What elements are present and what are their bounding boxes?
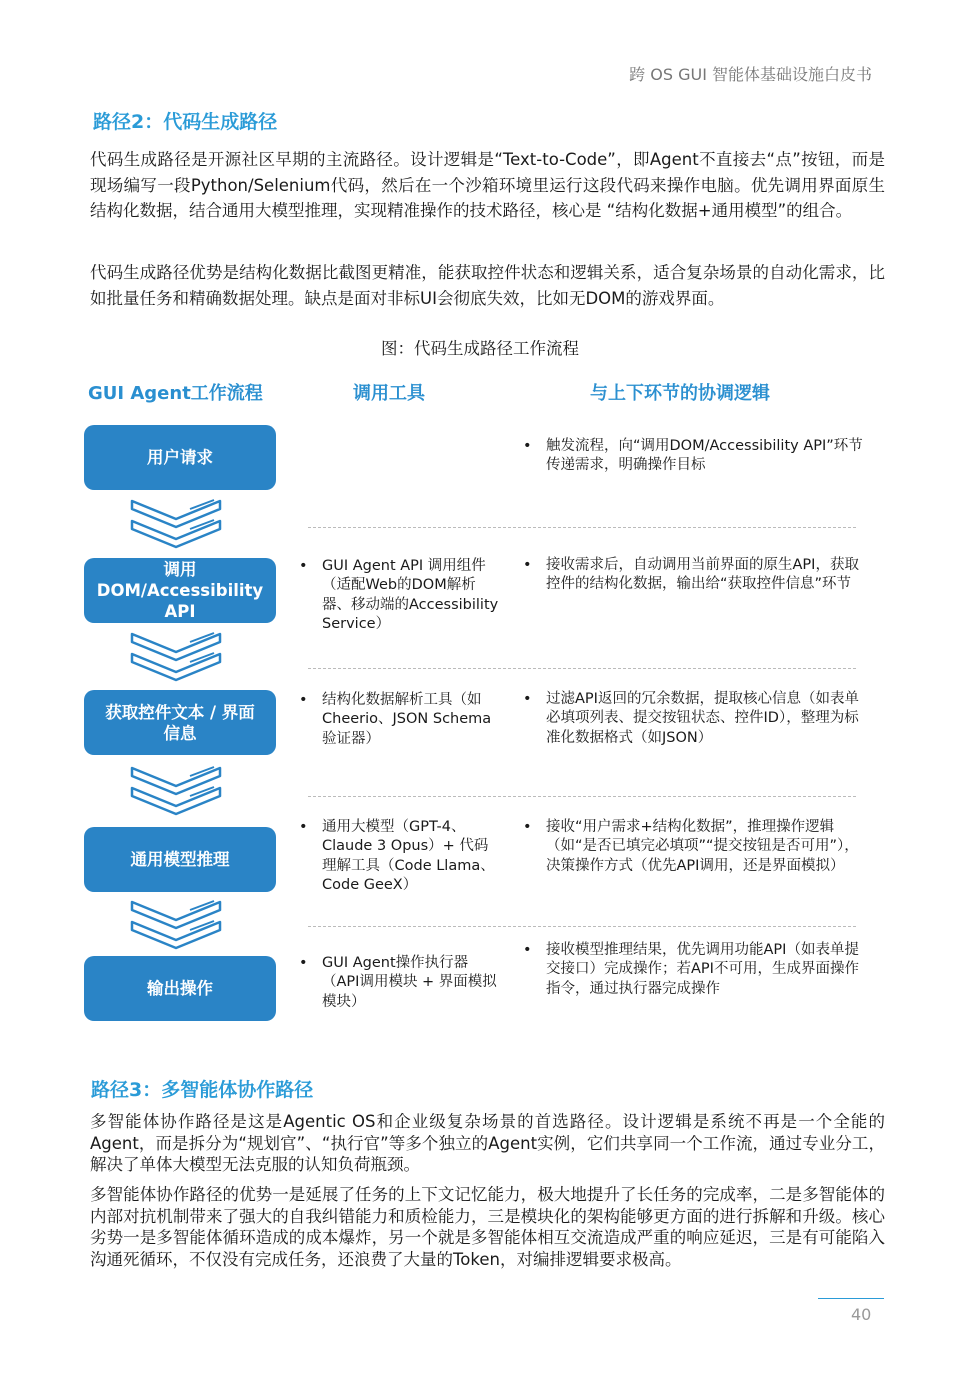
logic-item xyxy=(523,818,864,876)
tool-text: 通用大模型（GPT-4、Claude 3 Opus）+ 代码理解工具（Code Llama、Code GeeX） xyxy=(322,819,495,893)
bullet: • xyxy=(523,942,532,958)
double-chevron-down-icon xyxy=(128,628,224,684)
logic-item xyxy=(523,690,864,748)
bullet: • xyxy=(299,955,308,971)
paragraph: 多智能体协作路径是这是Agentic OS和企业级复杂场景的首选路径。设计逻辑是系统不再是一个全能的Agent，而是拆分为“规划官”、“执行官”等多个独立的Agent实例，它们共享同一个工作流，通过专业分工，解决了单体大模型无法克服的认知负荷瓶颈。 xyxy=(90,1112,885,1174)
page-number-rule xyxy=(818,1298,884,1299)
section-heading: 路径3：多智能体协作路径 xyxy=(91,1079,314,1101)
workflow-step-box: 通用模型推理 xyxy=(84,827,276,892)
logic-item xyxy=(523,941,864,999)
double-chevron-down-icon xyxy=(128,896,224,952)
paragraph: 多智能体协作路径的优势一是延展了任务的上下文记忆能力，极大地提升了长任务的完成率，二是多智能体的内部对抗机制带来了强大的自我纠错能力和质检能力，三是模块化的架构能够更方面的进行拆解和升级。核心劣势一是多智能体循环造成的成本爆炸，另一个就是多智能体相互交流造成严重的响应延迟，三是有可能陷入沟通死循环，不仅没有完成任务，还浪费了大量的Token，对编排逻辑要求极高。 xyxy=(90,1185,885,1269)
column-header: GUI Agent工作流程 xyxy=(88,383,263,404)
row-divider xyxy=(308,926,856,927)
logic-item xyxy=(523,556,864,595)
logic-text: 接收模型推理结果，优先调用功能API（如表单提交接口）完成操作；若API不可用，生成界面操作指令，通过执行器完成操作 xyxy=(546,942,859,997)
tool-item xyxy=(299,954,502,1012)
section-heading: 路径2：代码生成路径 xyxy=(93,111,278,133)
bullet: • xyxy=(299,558,308,574)
tool-text: 结构化数据解析工具（如 Cheerio、JSON Schema 验证器） xyxy=(322,692,492,747)
row-divider xyxy=(308,796,856,797)
column-header: 与上下环节的协调逻辑 xyxy=(590,383,770,404)
paragraph: 代码生成路径优势是结构化数据比截图更精准，能获取控件状态和逻辑关系，适合复杂场景的自动化需求，比如批量任务和精确数据处理。缺点是面对非标UI会彻底失效，比如无DOM的游戏界面。 xyxy=(90,263,885,308)
figure-caption: 图：代码生成路径工作流程 xyxy=(381,339,579,358)
tool-item xyxy=(299,557,502,634)
logic-text: 过滤API返回的冗余数据，提取核心信息（如表单必填项列表、提交按钮状态、控件ID），整理为标准化数据格式（如JSON） xyxy=(546,691,859,746)
row-divider xyxy=(308,527,856,528)
double-chevron-down-icon xyxy=(128,495,224,551)
column-header: 调用工具 xyxy=(353,383,425,404)
logic-text: 接收需求后，自动调用当前界面的原生API，获取控件的结构化数据，输出给“获取控件信息”环节 xyxy=(546,557,859,593)
logic-text: 触发流程，向“调用DOM/Accessibility API”环节传递需求，明确操作目标 xyxy=(546,438,863,474)
running-header: 跨 OS GUI 智能体基础设施白皮书 xyxy=(629,65,872,84)
tool-item xyxy=(299,818,502,895)
tool-text: GUI Agent API 调用组件（适配Web的DOM解析器、移动端的Accessibility Service） xyxy=(322,558,499,632)
row-divider xyxy=(308,668,856,669)
logic-item xyxy=(523,437,864,476)
bullet: • xyxy=(523,691,532,707)
double-chevron-down-icon xyxy=(128,762,224,818)
page-number: 40 xyxy=(851,1305,872,1324)
bullet: • xyxy=(299,692,308,708)
workflow-step-box: 获取控件文本 / 界面 信息 xyxy=(84,690,276,755)
tool-text: GUI Agent操作执行器（API调用模块 + 界面模拟模块） xyxy=(322,955,497,1010)
bullet: • xyxy=(523,819,532,835)
tool-item xyxy=(299,691,502,749)
workflow-step-box: 用户请求 xyxy=(84,425,276,490)
bullet: • xyxy=(523,438,532,454)
workflow-step-box: 调用 DOM/Accessibility API xyxy=(84,558,276,623)
bullet: • xyxy=(299,819,308,835)
bullet: • xyxy=(523,557,532,573)
workflow-step-box: 输出操作 xyxy=(84,956,276,1021)
logic-text: 接收“用户需求+结构化数据”，推理操作逻辑（如“是否已填完必填项”“提交按钮是否可用”），决策操作方式（优先API调用，还是界面模拟） xyxy=(546,819,859,874)
paragraph: 代码生成路径是开源社区早期的主流路径。设计逻辑是“Text-to-Code”，即Agent不直接去“点”按钮，而是现场编写一段Python/Selenium代码，然后在一个沙箱环境里运行这段代码来操作电脑。优先调用界面原生结构化数据，结合通用大模型推理，实现精准操作的技术路径，核心是 “结构化数据+通用模型”的组合。 xyxy=(90,150,885,221)
